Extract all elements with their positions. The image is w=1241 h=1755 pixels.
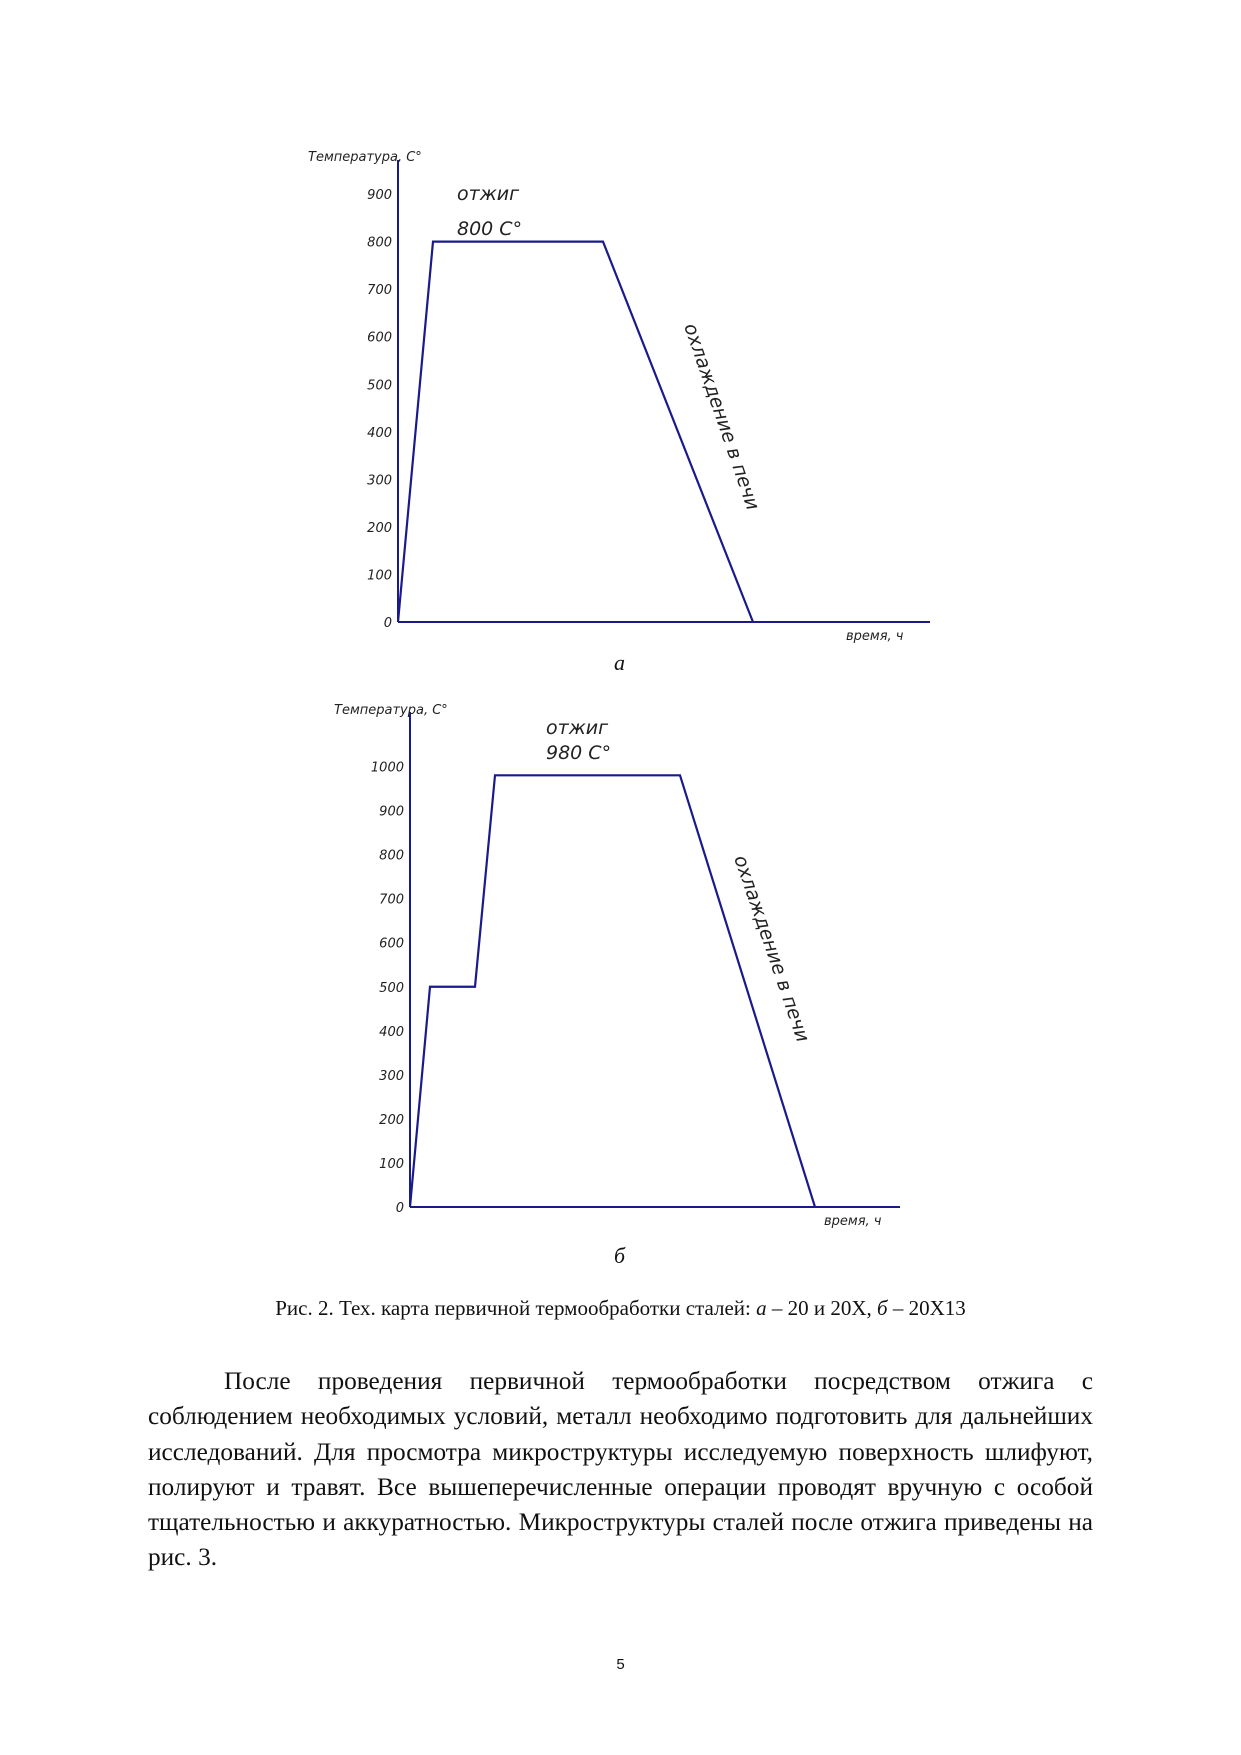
annotation-line2-1: 980 С° — [546, 742, 612, 764]
y-tick-label-1-500: 500 — [379, 980, 404, 996]
x-axis-label-0: время, ч — [846, 629, 904, 644]
y-tick-label-0-200: 200 — [367, 520, 392, 536]
cooling-label-1: охлаждение в печи — [729, 852, 814, 1045]
y-tick-label-0-800: 800 — [367, 235, 392, 251]
annotation-line1-1: отжиг — [546, 717, 609, 739]
annotation-line1-0: отжиг — [457, 183, 520, 205]
y-tick-label-0-0: 0 — [383, 616, 392, 631]
caption-a: а — [756, 1296, 767, 1320]
cooling-label-0: охлаждение в печи — [679, 320, 764, 513]
page-number: 5 — [616, 1656, 625, 1673]
caption-prefix: Рис. 2. Тех. карта первичной термообработки сталей: — [275, 1296, 757, 1320]
y-tick-label-1-700: 700 — [379, 892, 404, 908]
caption-b: б — [877, 1296, 888, 1320]
y-tick-label-1-200: 200 — [379, 1112, 404, 1128]
y-tick-label-1-800: 800 — [379, 848, 404, 864]
y-tick-label-1-300: 300 — [379, 1068, 404, 1084]
y-tick-label-1-900: 900 — [379, 804, 404, 820]
panel-b-label: б — [614, 1243, 626, 1268]
y-axis-label-0: Температура, С° — [308, 150, 422, 165]
body-paragraph: После проведения первичной термообработки посредством отжига с соблюдением необходимых условий, металл необходимо подготовить для дальнейших исследований. Для просмотра микроструктуры исследуемую поверхность шлифуют, полируют и травят. Все вышеперечисленные операции проводят вручную с особой тщательностью и аккуратностью. Микроструктуры сталей после отжига приведены на рис. 3. — [148, 1367, 1093, 1572]
y-tick-label-0-300: 300 — [367, 473, 392, 489]
y-tick-label-1-400: 400 — [379, 1024, 404, 1040]
heat-curve-0 — [398, 242, 753, 622]
caption-suffix: – 20Х13 — [887, 1296, 966, 1320]
annotation-line2-0: 800 С° — [457, 218, 523, 240]
panel-a-label: а — [614, 650, 625, 675]
y-tick-label-0-900: 900 — [367, 188, 392, 204]
figure-caption — [0, 1296, 1241, 1321]
y-tick-label-0-400: 400 — [367, 425, 392, 441]
y-tick-label-0-100: 100 — [367, 568, 392, 584]
y-tick-label-1-600: 600 — [379, 936, 404, 952]
caption-mid: – 20 и 20Х, — [766, 1296, 878, 1320]
y-axis-label-1: Температура, С° — [334, 703, 448, 718]
y-tick-label-0-500: 500 — [367, 378, 392, 394]
y-tick-label-1-0: 0 — [395, 1201, 404, 1216]
y-tick-label-0-600: 600 — [367, 330, 392, 346]
y-tick-label-0-700: 700 — [367, 283, 392, 299]
heat-curve-1 — [410, 775, 815, 1207]
x-axis-label-1: время, ч — [824, 1214, 882, 1229]
y-tick-label-1-1000: 1000 — [370, 760, 404, 776]
y-tick-label-1-100: 100 — [379, 1156, 404, 1172]
